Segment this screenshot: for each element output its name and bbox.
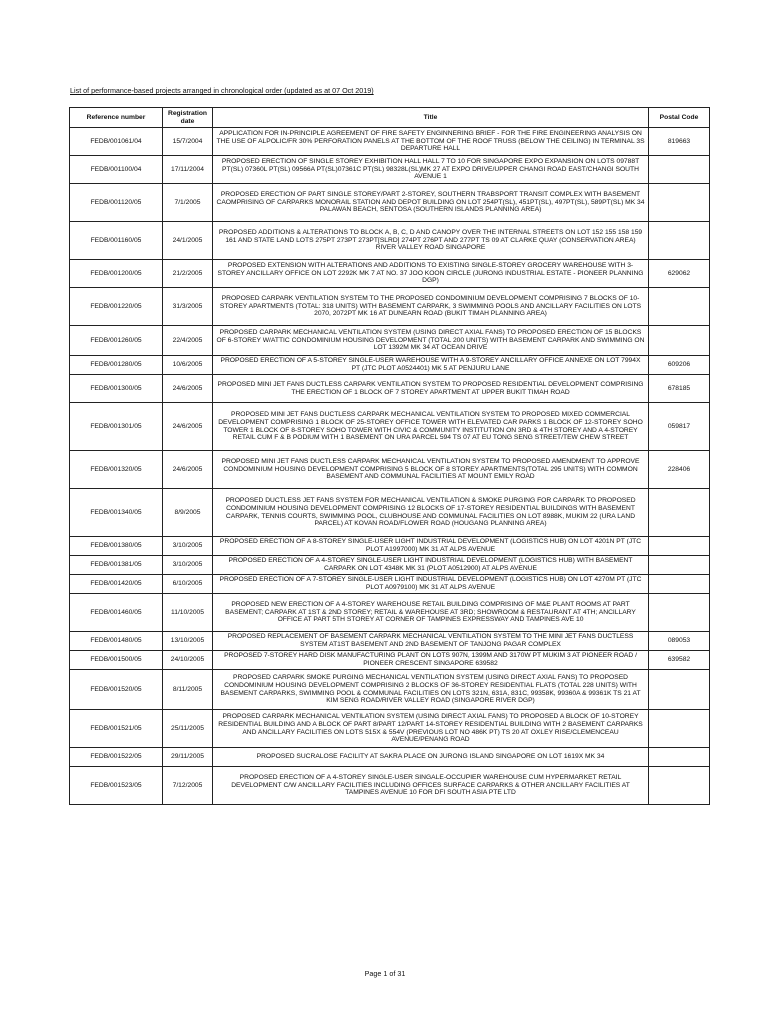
registration-date-cell: 29/11/2005 bbox=[163, 748, 213, 767]
table-row bbox=[70, 651, 710, 670]
postal-code-cell bbox=[649, 288, 710, 326]
registration-date-cell: 3/10/2005 bbox=[163, 537, 213, 556]
col-header-registration-date: Registration date bbox=[163, 108, 213, 128]
reference-number-cell: FEDB/001100/04 bbox=[70, 156, 163, 184]
table-row bbox=[70, 288, 710, 326]
postal-code-cell: 819663 bbox=[649, 128, 710, 156]
title-cell: PROPOSED ERECTION OF A 7-STOREY SINGLE-USER LIGHT INDUSTRIAL DEVELOPMENT (LOGISTICS HUB) ON LOT 4270M PT (JTC PLOT A0979100) MK 31 AT ALPS AVENUE bbox=[213, 575, 649, 594]
registration-date-cell: 22/4/2005 bbox=[163, 326, 213, 356]
postal-code-cell: 059817 bbox=[649, 403, 710, 451]
col-header-postal-code: Postal Code bbox=[649, 108, 710, 128]
postal-code-cell: 609206 bbox=[649, 356, 710, 375]
postal-code-cell bbox=[649, 575, 710, 594]
table-row bbox=[70, 451, 710, 489]
title-cell: PROPOSED ERECTION OF A 5-STOREY SINGLE-USER WAREHOUSE WITH A 9-STOREY ANCILLARY OFFICE ANNEXE ON LOT 7994X PT (JTC PLOT A0524401) MK 5 AT PENJURU LANE bbox=[213, 356, 649, 375]
title-cell: PROPOSED ERECTION OF SINGLE STOREY EXHIBITION HALL HALL 7 TO 10 FOR SINGAPORE EXPO EXPANSION ON LOTS 09788T PT(SL) 07360L PT(SL) 09566A PT(SL)07361C PT(SL) 98328L(SL)MK 27 AT EXPO DRIVE/UPPER CHANGI ROAD EAST/CHANGI SOUTH AVENUE 1 bbox=[213, 156, 649, 184]
title-cell: PROPOSED ERECTION OF A 8-STOREY SINGLE-USER LIGHT INDUSTRIAL DEVELOPMENT (LOGISTICS HUB) ON LOT 4201N PT (JTC PLOT A1997000) MK 31 AT ALPS AVENUE bbox=[213, 537, 649, 556]
table-row bbox=[70, 594, 710, 632]
table-row bbox=[70, 156, 710, 184]
table-body bbox=[70, 128, 710, 805]
registration-date-cell: 11/10/2005 bbox=[163, 594, 213, 632]
reference-number-cell: FEDB/001280/05 bbox=[70, 356, 163, 375]
registration-date-cell: 3/10/2005 bbox=[163, 556, 213, 575]
page-footer: Page 1 of 31 bbox=[364, 969, 406, 978]
reference-number-cell: FEDB/001300/05 bbox=[70, 375, 163, 403]
header-row bbox=[70, 108, 710, 128]
postal-code-cell bbox=[649, 670, 710, 710]
reference-number-cell: FEDB/001200/05 bbox=[70, 260, 163, 288]
reference-number-cell: FEDB/001381/05 bbox=[70, 556, 163, 575]
registration-date-cell: 7/1/2005 bbox=[163, 184, 213, 222]
table-row bbox=[70, 556, 710, 575]
title-cell: PROPOSED ERECTION OF A 4-STOREY SINGLE-USER LIGHT INDUSTRIAL DEVELOPMENT (LOGISTICS HUB) WITH BASEMENT CARPARK ON LOT 4348K MK 31 (PLOT A0512900) AT ALPS AVENUE bbox=[213, 556, 649, 575]
reference-number-cell: FEDB/001301/05 bbox=[70, 403, 163, 451]
postal-code-cell: 629062 bbox=[649, 260, 710, 288]
registration-date-cell: 8/9/2005 bbox=[163, 489, 213, 537]
registration-date-cell: 24/6/2005 bbox=[163, 451, 213, 489]
postal-code-cell: 639582 bbox=[649, 651, 710, 670]
reference-number-cell: FEDB/001522/05 bbox=[70, 748, 163, 767]
title-cell: PROPOSED CARPARK VENTILATION SYSTEM TO THE PROPOSED CONDOMINIUM DEVELOPMENT COMPRISING 7 BLOCKS OF 10-STOREY APARTMENTS (TOTAL: 318 UNITS) WITH BASEMENT CARPARK, 3 SWIMMING POOLS AND ANCILLARY FACILITIES ON LOTS 2070, 2072PT MK 16 AT DUNEARN ROAD (BUKIT TIMAH PLANNING AREA) bbox=[213, 288, 649, 326]
title-cell: PROPOSED NEW ERECTION OF A 4-STOREY WAREHOUSE RETAIL BUILDING COMPRISING OF M&E PLANT ROOMS AT PART BASEMENT; CARPARK AT 1ST & 2ND STOREY; RETAIL & WAREHOUSE AT 3RD; SHOWROOM & RESTAURANT AT 4TH; ANCILLARY OFFICE AT PART 5TH STOREY AT CORNER OF TAMPINES EXPRESSWAY AND TAMPINES AVE 10 bbox=[213, 594, 649, 632]
postal-code-cell bbox=[649, 537, 710, 556]
title-cell: PROPOSED DUCTLESS JET FANS SYSTEM FOR MECHANICAL VENTILATION & SMOKE PURGING FOR CARPARK TO PROPOSED CONDOMINIUM HOUSING DEVELOPMENT COMPRISING 12 BLOCKS OF 17-STOREY RESIDENTIAL BUILDINGS WITH BASEMENT CARPARK, TENNIS COURTS, SWIMMING POOL, CLUBHOUSE AND COMMUNAL FACILITIES ON LOT 8988K, MUKIM 22 (URA LAND PARCEL) AT KOVAN ROAD/FLOWER ROAD (HOUGANG PLANNING AREA) bbox=[213, 489, 649, 537]
title-cell: PROPOSED 7-STOREY HARD DISK MANUFACTURING PLANT ON LOTS 907N, 1399M AND 3170W PT MUKIM 3 AT PIONEER ROAD / PIONEER CRESCENT SINGAPORE 639582 bbox=[213, 651, 649, 670]
registration-date-cell: 13/10/2005 bbox=[163, 632, 213, 651]
title-cell: PROPOSED MINI JET FANS DUCTLESS CARPARK VENTILATION SYSTEM TO PROPOSED RESIDENTIAL DEVELOPMENT COMPRISING THE ERECTION OF 1 BLOCK OF 7 STOREY APARTMENT AT UPPER BUKIT TIMAH ROAD bbox=[213, 375, 649, 403]
reference-number-cell: FEDB/001523/05 bbox=[70, 767, 163, 805]
table-row bbox=[70, 537, 710, 556]
registration-date-cell: 8/11/2005 bbox=[163, 670, 213, 710]
reference-number-cell: FEDB/001380/05 bbox=[70, 537, 163, 556]
reference-number-cell: FEDB/001320/05 bbox=[70, 451, 163, 489]
table-row bbox=[70, 670, 710, 710]
title-cell: PROPOSED SUCRALOSE FACILITY AT SAKRA PLACE ON JURONG ISLAND SINGAPORE ON LOT 1619X MK 34 bbox=[213, 748, 649, 767]
table-row bbox=[70, 575, 710, 594]
reference-number-cell: FEDB/001500/05 bbox=[70, 651, 163, 670]
reference-number-cell: FEDB/001120/05 bbox=[70, 184, 163, 222]
registration-date-cell: 6/10/2005 bbox=[163, 575, 213, 594]
table-row bbox=[70, 489, 710, 537]
registration-date-cell: 15/7/2004 bbox=[163, 128, 213, 156]
postal-code-cell bbox=[649, 184, 710, 222]
registration-date-cell: 10/6/2005 bbox=[163, 356, 213, 375]
registration-date-cell: 24/6/2005 bbox=[163, 375, 213, 403]
title-cell: PROPOSED ERECTION OF PART SINGLE STOREY/PART 2-STOREY, SOUTHERN TRABSPORT TRANSIT COMPLEX WITH BASEMENT CAOMPRISING OF CARPARKS MONORAIL STATION AND DEPOT BUILDING ON LOT 254PT(SL), 451PT(SL), 497PT(SL), 589PT(SL) MK 34 PALAWAN BEACH, SENTOSA (SOUTHERN ISLANDS PLANNING AREA) bbox=[213, 184, 649, 222]
reference-number-cell: FEDB/001460/05 bbox=[70, 594, 163, 632]
reference-number-cell: FEDB/001520/05 bbox=[70, 670, 163, 710]
postal-code-cell: 089053 bbox=[649, 632, 710, 651]
table-row bbox=[70, 710, 710, 748]
reference-number-cell: FEDB/001480/05 bbox=[70, 632, 163, 651]
postal-code-cell bbox=[649, 489, 710, 537]
col-header-reference: Reference number bbox=[70, 108, 163, 128]
title-cell: PROPOSED MINI JET FANS DUCTLESS CARPARK MECHANICAL VENTILATION SYSTEM TO PROPOSED MIXED COMMERCIAL DEVELOPMENT COMPRISING 1 BLOCK OF 25-STOREY OFFICE TOWER WITH ELEVATED CAR PARKS 1 BLOCK OF 12-STOREY SOHO TOWER 1 BLOCK OF 8-STOREY SOHO TOWER WITH CIVIC & COMMUNITY INSTITUTION ON 3RD & 4TH STOREY AND A 4-STOREY RETAIL CUM F & B PODIUM WITH 1 BASEMENT ON URA PARCEL 594 TS 07 AT EU TONG SENG STREET/TEW CHEW STREET bbox=[213, 403, 649, 451]
table-row bbox=[70, 403, 710, 451]
reference-number-cell: FEDB/001260/05 bbox=[70, 326, 163, 356]
title-cell: PROPOSED EXTENSION WITH ALTERATIONS AND ADDITIONS TO EXISTING SINGLE-STOREY GROCERY WAREHOUSE WITH 3-STOREY ANCILLARY OFFICE ON LOT 2292K MK 7 AT NO. 37 JOO KOON CIRCLE (JURONG INDUSTRIAL ESTATE - PIONEER PLANNING DGP) bbox=[213, 260, 649, 288]
table-row bbox=[70, 128, 710, 156]
postal-code-cell: 228406 bbox=[649, 451, 710, 489]
table-row bbox=[70, 375, 710, 403]
title-cell: PROPOSED MINI JET FANS DUCTLESS CARPARK MECHANICAL VENTILATION SYSTEM TO PROPOSED AMENDMENT TO APPROVE CONDOMINIUM HOUSING DEVELOPMENT COMPRISING 5 BLOCK OF 8 STOREY APARTMENTS(TOTAL 295 UNITS) WITH COMMON BASEMENT AND COMMUNAL FACILITIES AT MOUNT EMILY ROAD bbox=[213, 451, 649, 489]
table-row bbox=[70, 748, 710, 767]
postal-code-cell bbox=[649, 222, 710, 260]
reference-number-cell: FEDB/001220/05 bbox=[70, 288, 163, 326]
reference-number-cell: FEDB/001160/05 bbox=[70, 222, 163, 260]
registration-date-cell: 31/3/2005 bbox=[163, 288, 213, 326]
postal-code-cell bbox=[649, 326, 710, 356]
table-row bbox=[70, 767, 710, 805]
table-row bbox=[70, 326, 710, 356]
title-cell: PROPOSED CARPARK MECHANICAL VENTILATION SYSTEM (USING DIRECT AXIAL FANS) TO PROPOSED A BLOCK OF 10-STOREY RESIDENTIAL BUILDING AND A BLOCK OF PART 8/PART 12/PART 14-STOREY RESIDENTIAL BUILDING WITH 2 BASEMENT CARPARKS AND ANCILLARY FACILITIES ON LOTS 515X & 554V (PREVIOUS LOT NO 486K PT) TS 20 AT OXLEY RISE/CLEMENCEAU AVENUE/PENANG ROAD bbox=[213, 710, 649, 748]
postal-code-cell bbox=[649, 767, 710, 805]
reference-number-cell: FEDB/001521/05 bbox=[70, 710, 163, 748]
reference-number-cell: FEDB/001061/04 bbox=[70, 128, 163, 156]
title-cell: PROPOSED CARPARK MECHANICAL VENTILATION SYSTEM (USING DIRECT AXIAL FANS) TO PROPOSED ERECTION OF 15 BLOCKS OF 6-STOREY W/ATTIC CONDOMINIUM HOUSING DEVELOPMENT (TOTAL 200 UNITS) WITH BASEMENT CARPARK AND SWIMMING ON LOT 1392M MK 34 AT OCEAN DRIVE bbox=[213, 326, 649, 356]
reference-number-cell: FEDB/001420/05 bbox=[70, 575, 163, 594]
registration-date-cell: 24/1/2005 bbox=[163, 222, 213, 260]
title-cell: APPLICATION FOR IN-PRINCIPLE AGREEMENT OF FIRE SAFETY ENGINNERING BRIEF - FOR THE FIRE ENGINEERING ANALYSIS ON THE USE OF ALPOLIC/FR 30% PERFORATION PANELS AT THE BOTTOM OF THE ROOF TRUSS (BELOW THE CEILING) IN TERMINAL 3S DEPARTURE HALL bbox=[213, 128, 649, 156]
title-cell: PROPOSED ADDITIONS & ALTERATIONS TO BLOCK A, B, C, D AND CANOPY OVER THE INTERNAL STREETS ON LOT 152 155 158 159 161 AND STATE LAND LOTS 275PT 273PT 273PT[SLRD] 274PT 276PT AND 277PT TS 09 AT CLARKE QUAY (CONSERVATION AREA) RIVER VALLEY ROAD SINGAPORE bbox=[213, 222, 649, 260]
registration-date-cell: 7/12/2005 bbox=[163, 767, 213, 805]
registration-date-cell: 21/2/2005 bbox=[163, 260, 213, 288]
reference-number-cell: FEDB/001340/05 bbox=[70, 489, 163, 537]
postal-code-cell bbox=[649, 556, 710, 575]
postal-code-cell bbox=[649, 710, 710, 748]
table-row bbox=[70, 184, 710, 222]
postal-code-cell bbox=[649, 594, 710, 632]
registration-date-cell: 25/11/2005 bbox=[163, 710, 213, 748]
registration-date-cell: 17/11/2004 bbox=[163, 156, 213, 184]
document-heading: List of performance-based projects arranged in chronological order (updated as at 07 Oct 2019) bbox=[70, 86, 374, 95]
title-cell: PROPOSED ERECTION OF A 4-STOREY SINGLE-USER SINGALE-OCCUPIER WAREHOUSE CUM HYPERMARKET RETAIL DEVELOPMENT C/W ANCILLARY FACILITIES INCLUDING OFFICES SURFACE CARPARKS & OTHER ANCILLARY FACILITIES AT TAMPINES AVENUE 10 FOR DFI SOUTH ASIA PTE LTD bbox=[213, 767, 649, 805]
registration-date-cell: 24/10/2005 bbox=[163, 651, 213, 670]
postal-code-cell: 678185 bbox=[649, 375, 710, 403]
table-row bbox=[70, 356, 710, 375]
title-cell: PROPOSED CARPARK SMOKE PURGING MECHANICAL VENTILATION SYSTEM (USING DIRECT AXIAL FANS) TO PROPOSED CONDOMINIUM HOUSING DEVELOPMENT COMPRISING 2 BLOCKS OF 36-STOREY RESIDENTIAL FLATS (TOTAL 228 UNITS) WITH BASEMENT CARPARKS, SWIMMING POOL & COMMUNAL FACILITIES ON LOTS 321N, 631A, 831C, 99358K, 99360A & 99361K TS 21 AT KIM SENG ROAD/RIVER VALLEY ROAD (SINGAPORE RIVER DGP) bbox=[213, 670, 649, 710]
postal-code-cell bbox=[649, 748, 710, 767]
postal-code-cell bbox=[649, 156, 710, 184]
projects-table bbox=[69, 107, 710, 805]
registration-date-cell: 24/6/2005 bbox=[163, 403, 213, 451]
table-row bbox=[70, 260, 710, 288]
table-row bbox=[70, 632, 710, 651]
table-row bbox=[70, 222, 710, 260]
title-cell: PROPOSED REPLACEMENT OF BASEMENT CARPARK MECHANICAL VENTILATION SYSTEM TO THE MINI JET FANS DUCTLESS SYSTEM AT1ST BASEMENT AND 2ND BASEMENT OF TANJONG PAGAR COMPLEX bbox=[213, 632, 649, 651]
col-header-title: Title bbox=[213, 108, 649, 128]
